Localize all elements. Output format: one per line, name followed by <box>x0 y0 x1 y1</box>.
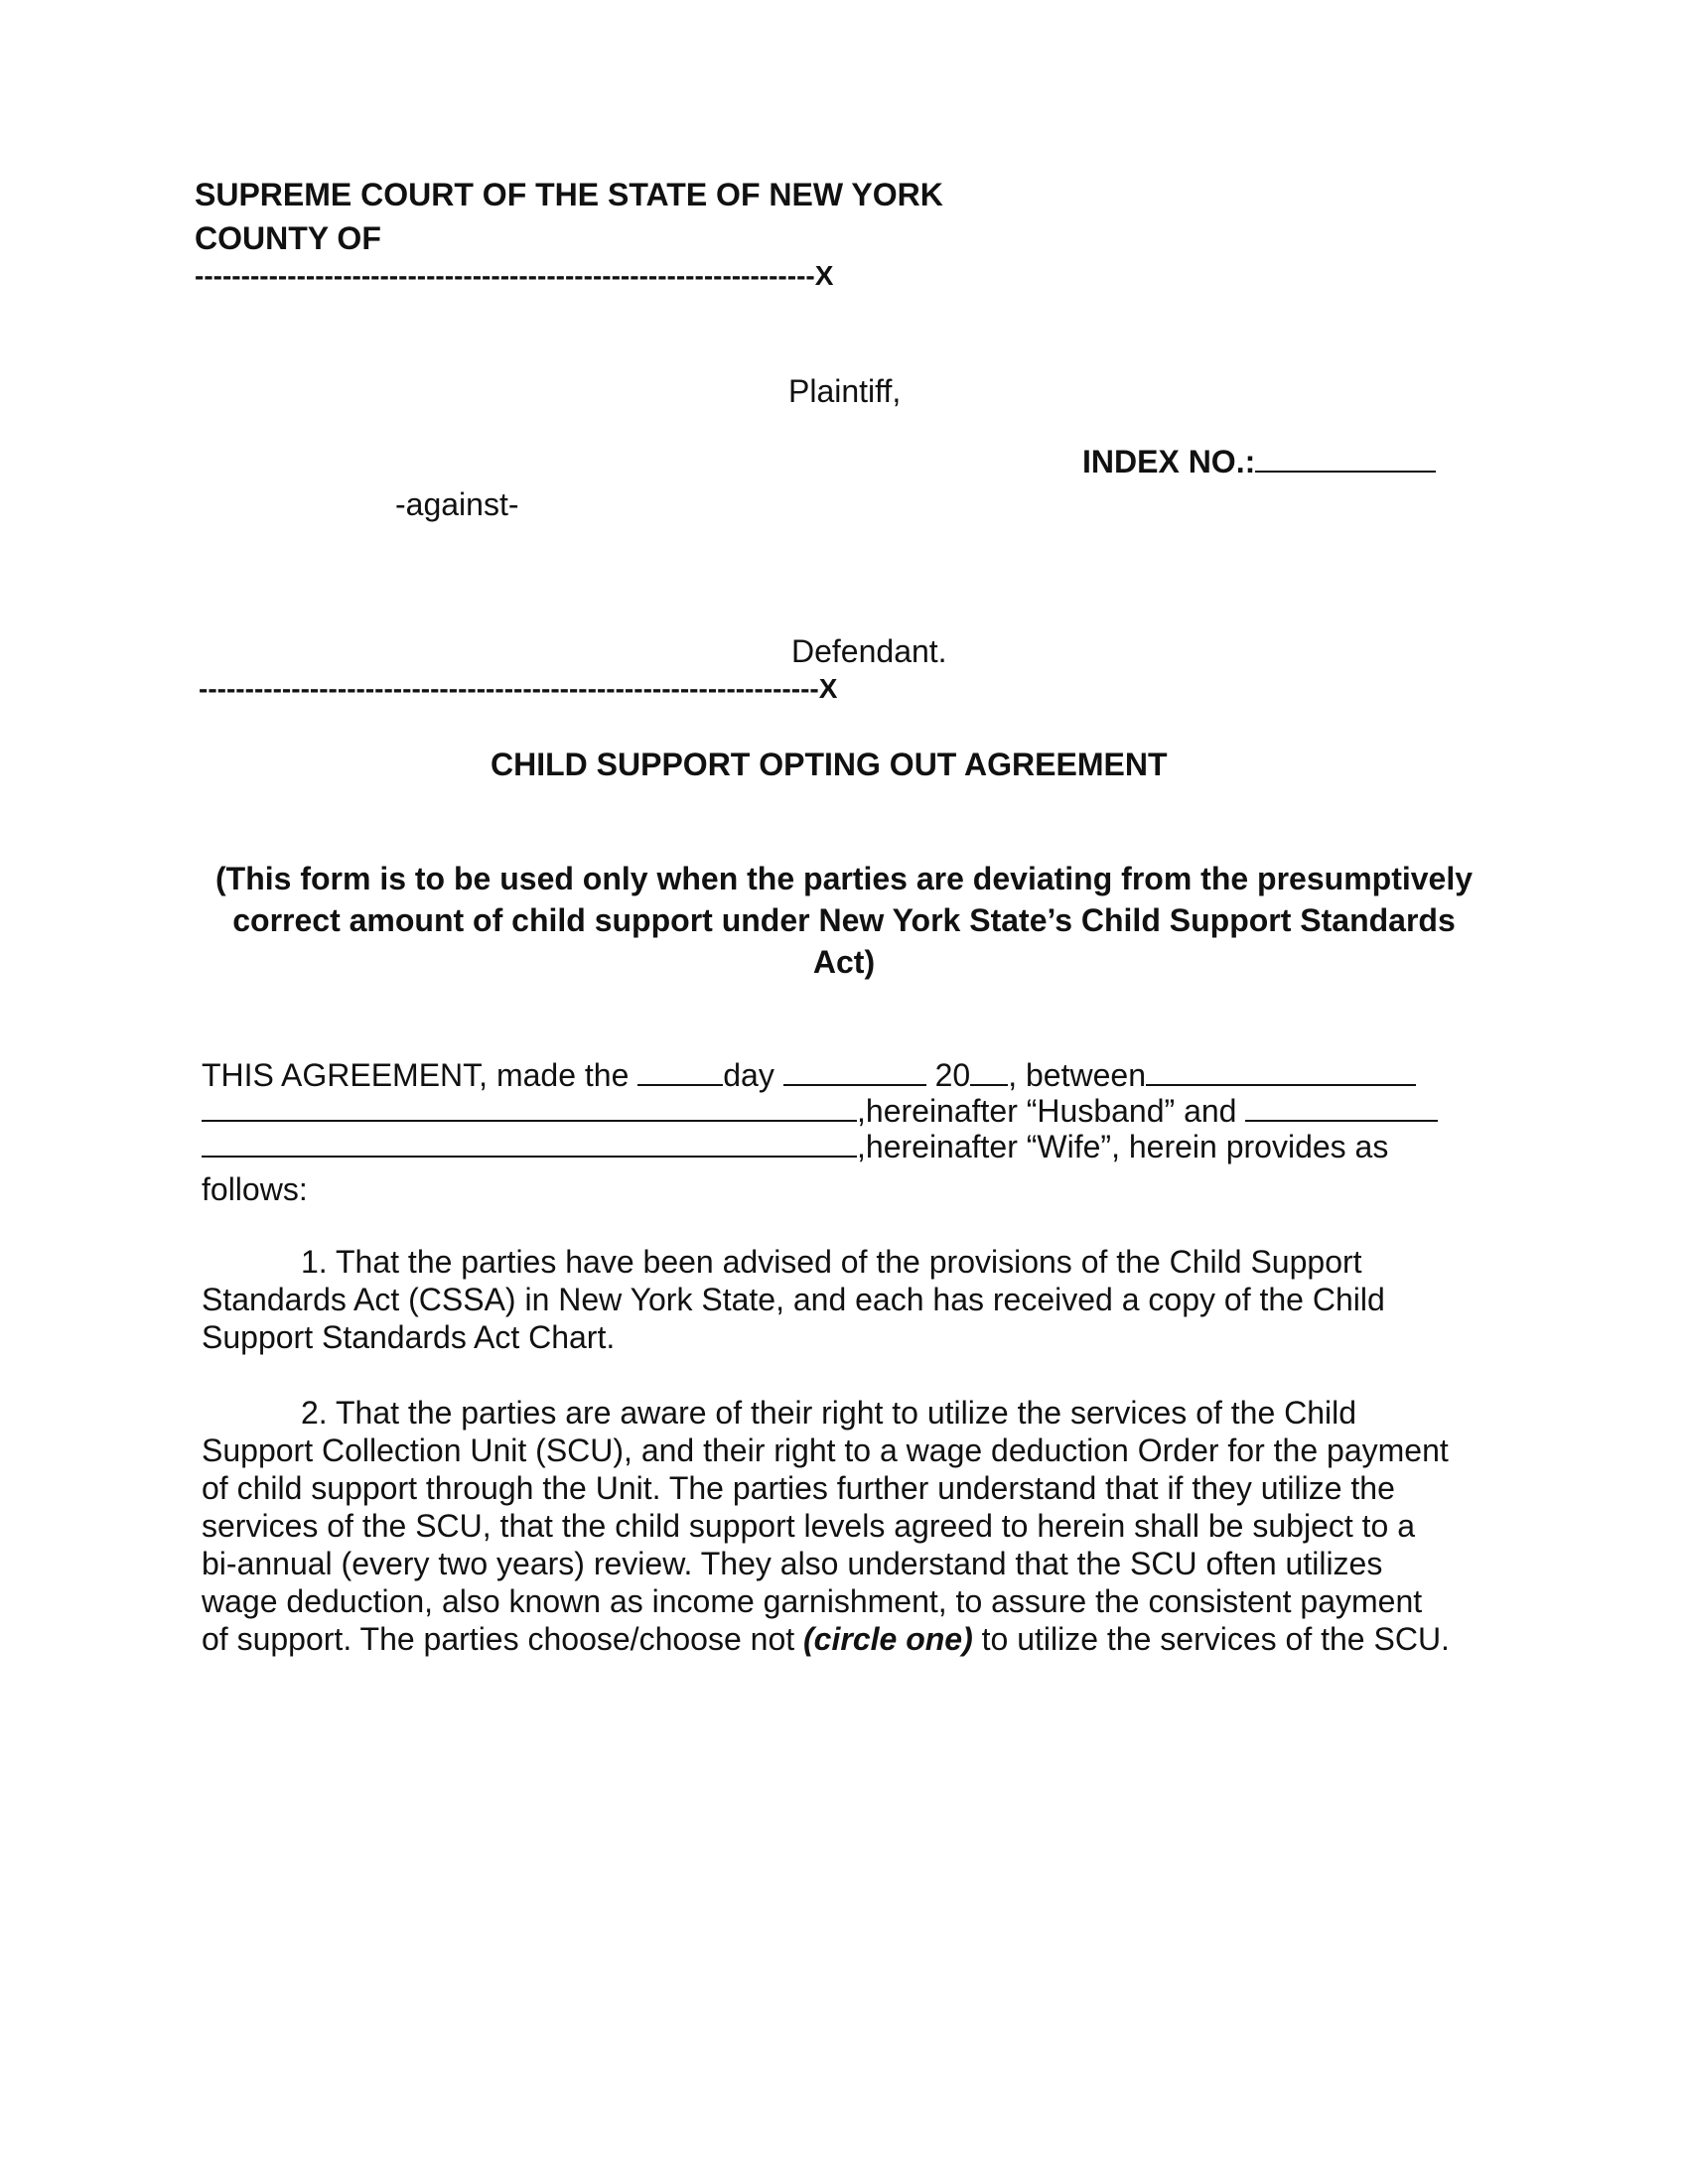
preamble-husband: ,hereinafter “Husband” and <box>857 1093 1237 1129</box>
clause-2-end: to utilize the services of the SCU. <box>981 1621 1450 1657</box>
circle-one-instruction: (circle one) <box>803 1621 973 1657</box>
month-blank[interactable] <box>783 1056 926 1086</box>
husband-name-blank-1[interactable] <box>1146 1056 1416 1086</box>
wife-name-blank-2[interactable] <box>202 1128 857 1158</box>
county-label: COUNTY OF <box>195 220 381 256</box>
preamble-day: day <box>723 1057 774 1093</box>
clause-1 <box>202 1243 1455 1356</box>
index-label: INDEX NO.: <box>1082 444 1256 479</box>
defendant-label: Defendant. <box>791 633 947 669</box>
preamble-line-2 <box>202 1092 1438 1130</box>
clause-2 <box>202 1394 1455 1658</box>
preamble-between: , between <box>1008 1057 1146 1093</box>
wife-name-blank-1[interactable] <box>1245 1092 1438 1122</box>
year-blank[interactable] <box>970 1056 1008 1086</box>
preamble-year: 20 <box>934 1057 971 1093</box>
clause-1-text: 1. That the parties have been advised of the provisions of the Child Support Standards Act (CSSA) in New York State, and each has received a copy of the Child Support Standards Act Chart. <box>202 1244 1385 1355</box>
preamble-follows: follows: <box>202 1171 308 1207</box>
preamble-line-1 <box>202 1056 1416 1094</box>
husband-name-blank-2[interactable] <box>202 1092 857 1122</box>
caption-separator-top: -------------------------------------------------------------------X <box>195 260 834 291</box>
clause-2-text: 2. That the parties are aware of their right to utilize the services of the Child Support Collection Unit (SCU), and their right to a wage deduction Order for the payment of child support through the Unit. The parties further understand that if they utilize the services of the SCU, that the child support levels agreed to herein shall be subject to a bi-annual (every two years) review. They also understand that the SCU often utilizes wage deduction, also known as income garnishment, to assure the consistent payment of support. The parties choose/choose not <box>202 1395 1449 1657</box>
court-name: SUPREME COURT OF THE STATE OF NEW YORK <box>195 177 943 212</box>
usage-note: (This form is to be used only when the parties are deviating from the presumptively correct amount of child support under New York State’s Child Support Standards Act) <box>214 861 1474 980</box>
day-blank[interactable] <box>637 1056 723 1086</box>
preamble-wife: ,hereinafter “Wife”, herein provides as <box>857 1129 1389 1164</box>
plaintiff-label: Plaintiff, <box>788 373 902 409</box>
document-title: CHILD SUPPORT OPTING OUT AGREEMENT <box>491 747 1168 782</box>
index-number-blank[interactable] <box>1255 443 1436 473</box>
against-label: -against- <box>395 486 519 522</box>
caption-separator-bottom: -------------------------------------------------------------------X <box>199 673 838 704</box>
preamble-line-3 <box>202 1128 1388 1165</box>
preamble-made-the: THIS AGREEMENT, made the <box>202 1057 630 1093</box>
index-number <box>1082 443 1436 480</box>
